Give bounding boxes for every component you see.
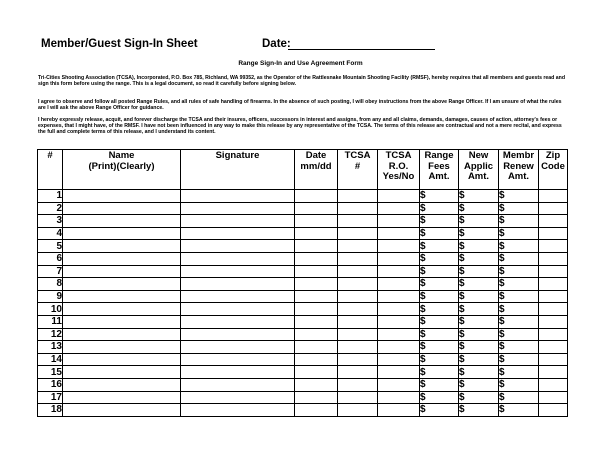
signature-cell[interactable] xyxy=(181,328,295,341)
tcsa-ro-cell[interactable] xyxy=(378,278,420,291)
header-line: Applic xyxy=(463,160,494,172)
dollar-sign: $ xyxy=(459,228,465,240)
dollar-sign: $ xyxy=(420,391,426,403)
zip-code-cell[interactable] xyxy=(539,240,568,253)
dollar-sign: $ xyxy=(499,265,505,277)
signature-cell[interactable] xyxy=(181,190,295,203)
dollar-sign: $ xyxy=(420,404,426,416)
signature-cell[interactable] xyxy=(181,303,295,316)
dollar-sign: $ xyxy=(459,391,465,403)
name-cell[interactable] xyxy=(63,391,181,404)
date-cell[interactable] xyxy=(295,290,338,303)
membr-renew-cell[interactable] xyxy=(499,353,539,366)
new-applic-cell[interactable] xyxy=(459,341,499,354)
signature-cell[interactable] xyxy=(181,353,295,366)
tcsa-ro-cell[interactable] xyxy=(378,315,420,328)
header-line: Name xyxy=(108,150,135,161)
signature-cell[interactable] xyxy=(181,252,295,265)
membr-renew-cell[interactable] xyxy=(499,341,539,354)
name-col-header xyxy=(63,150,181,190)
date-cell[interactable] xyxy=(295,215,338,228)
dollar-sign: $ xyxy=(459,190,465,202)
membr-renew-cell[interactable] xyxy=(499,366,539,379)
tcsa-number-cell[interactable] xyxy=(338,278,378,291)
dollar-sign: $ xyxy=(499,215,505,227)
new-applic-cell[interactable] xyxy=(459,366,499,379)
header-line: # xyxy=(47,150,53,161)
zip-code-cell[interactable] xyxy=(539,215,568,228)
tcsa-ro-cell[interactable] xyxy=(378,391,420,404)
zip-code-cell[interactable] xyxy=(539,227,568,240)
name-cell[interactable] xyxy=(63,202,181,215)
row-number: 16 xyxy=(38,378,63,391)
range-fees-cell[interactable] xyxy=(420,290,459,303)
row-number: 5 xyxy=(38,240,63,253)
row-number: 11 xyxy=(38,315,63,328)
dollar-sign: $ xyxy=(499,366,505,378)
dollar-sign: $ xyxy=(459,366,465,378)
tcsa-ro-cell[interactable] xyxy=(378,240,420,253)
name-cell[interactable] xyxy=(63,303,181,316)
new-applic-cell[interactable] xyxy=(459,278,499,291)
dollar-sign: $ xyxy=(420,202,426,214)
zip-code-cell[interactable] xyxy=(539,404,568,417)
tcsa-number-cell[interactable] xyxy=(338,353,378,366)
signature-cell[interactable] xyxy=(181,202,295,215)
dollar-sign: $ xyxy=(499,278,505,290)
dollar-sign: $ xyxy=(499,391,505,403)
tcsa-ro-cell[interactable] xyxy=(378,378,420,391)
header-line: Fees xyxy=(428,160,450,172)
membr-renew-cell[interactable] xyxy=(499,265,539,278)
table-row xyxy=(38,252,568,265)
new-applic-cell[interactable] xyxy=(459,353,499,366)
tcsa-ro-cell[interactable] xyxy=(378,328,420,341)
row-number: 15 xyxy=(38,366,63,379)
dollar-sign: $ xyxy=(459,379,465,391)
table-row xyxy=(38,404,568,417)
row-number: 10 xyxy=(38,303,63,316)
new-applic-cell[interactable] xyxy=(459,378,499,391)
dollar-sign: $ xyxy=(499,240,505,252)
row-number: 9 xyxy=(38,290,63,303)
tcsa-ro-col-header xyxy=(378,150,420,190)
tcsa-number-cell[interactable] xyxy=(338,265,378,278)
date-cell[interactable] xyxy=(295,366,338,379)
tcsa-number-col-header xyxy=(338,150,378,190)
membr-renew-cell[interactable] xyxy=(499,315,539,328)
zip-code-cell[interactable] xyxy=(539,278,568,291)
tcsa-number-cell[interactable] xyxy=(338,366,378,379)
range-fees-cell[interactable] xyxy=(420,240,459,253)
zip-code-cell[interactable] xyxy=(539,328,568,341)
dollar-sign: $ xyxy=(499,190,505,202)
date-cell[interactable] xyxy=(295,202,338,215)
tcsa-number-cell[interactable] xyxy=(338,341,378,354)
date-cell[interactable] xyxy=(295,303,338,316)
table-row xyxy=(38,240,568,253)
header-line: TCSA xyxy=(344,150,371,161)
row-number: 14 xyxy=(38,353,63,366)
tcsa-ro-cell[interactable] xyxy=(378,303,420,316)
tcsa-number-cell[interactable] xyxy=(338,303,378,316)
table-row xyxy=(38,353,568,366)
dollar-sign: $ xyxy=(499,253,505,265)
tcsa-ro-cell[interactable] xyxy=(378,341,420,354)
dollar-sign: $ xyxy=(420,228,426,240)
tcsa-number-cell[interactable] xyxy=(338,215,378,228)
dollar-sign: $ xyxy=(420,328,426,340)
range-fees-cell[interactable] xyxy=(420,404,459,417)
table-row xyxy=(38,378,568,391)
range-fees-cell[interactable] xyxy=(420,378,459,391)
row-number: 6 xyxy=(38,252,63,265)
membr-renew-cell[interactable] xyxy=(499,391,539,404)
dollar-sign: $ xyxy=(499,303,505,315)
table-row xyxy=(38,215,568,228)
tcsa-ro-cell[interactable] xyxy=(378,265,420,278)
new-applic-cell[interactable] xyxy=(459,404,499,417)
header-line: # xyxy=(354,160,361,172)
range-fees-col-header xyxy=(420,150,459,190)
signature-cell[interactable] xyxy=(181,215,295,228)
range-fees-cell[interactable] xyxy=(420,278,459,291)
tcsa-ro-cell[interactable] xyxy=(378,190,420,203)
new-applic-cell[interactable] xyxy=(459,328,499,341)
membr-renew-cell[interactable] xyxy=(499,252,539,265)
tcsa-ro-cell[interactable] xyxy=(378,353,420,366)
dollar-sign: $ xyxy=(499,202,505,214)
name-cell[interactable] xyxy=(63,404,181,417)
signature-cell[interactable] xyxy=(181,290,295,303)
tcsa-number-cell[interactable] xyxy=(338,240,378,253)
membr-renew-cell[interactable] xyxy=(499,290,539,303)
range-fees-cell[interactable] xyxy=(420,265,459,278)
table-row xyxy=(38,290,568,303)
row-number: 8 xyxy=(38,278,63,291)
tcsa-number-cell[interactable] xyxy=(338,378,378,391)
date-cell[interactable] xyxy=(295,227,338,240)
new-applic-cell[interactable] xyxy=(459,290,499,303)
name-cell[interactable] xyxy=(63,227,181,240)
dollar-sign: $ xyxy=(459,202,465,214)
zip-code-cell[interactable] xyxy=(539,190,568,203)
tcsa-ro-cell[interactable] xyxy=(378,290,420,303)
range-fees-cell[interactable] xyxy=(420,227,459,240)
dollar-sign: $ xyxy=(459,354,465,366)
zip-code-cell[interactable] xyxy=(539,378,568,391)
range-fees-cell[interactable] xyxy=(420,215,459,228)
membr-renew-cell[interactable] xyxy=(499,303,539,316)
date-label: Date: xyxy=(262,38,291,50)
row-number: 1 xyxy=(38,190,63,203)
table-row xyxy=(38,265,568,278)
zip-code-cell[interactable] xyxy=(539,341,568,354)
table-row xyxy=(38,303,568,316)
date-cell[interactable] xyxy=(295,328,338,341)
dollar-sign: $ xyxy=(420,278,426,290)
tcsa-ro-cell[interactable] xyxy=(378,202,420,215)
dollar-sign: $ xyxy=(420,341,426,353)
zip-code-cell[interactable] xyxy=(539,353,568,366)
header-line: Range xyxy=(424,150,454,161)
header-line: TCSA xyxy=(385,150,412,161)
dollar-sign: $ xyxy=(420,291,426,303)
zip-code-cell[interactable] xyxy=(539,265,568,278)
new-applic-cell[interactable] xyxy=(459,265,499,278)
range-fees-cell[interactable] xyxy=(420,328,459,341)
header-line: mm/dd xyxy=(300,160,332,172)
form-title: Range Sign-In and Use Agreement Form xyxy=(238,60,363,67)
row-number: 3 xyxy=(38,215,63,228)
dollar-sign: $ xyxy=(420,215,426,227)
date-field[interactable] xyxy=(288,49,435,50)
date-cell[interactable] xyxy=(295,265,338,278)
header-line: R.O. xyxy=(388,160,409,172)
membr-renew-cell[interactable] xyxy=(499,278,539,291)
dollar-sign: $ xyxy=(420,379,426,391)
tcsa-ro-cell[interactable] xyxy=(378,227,420,240)
tcsa-number-cell[interactable] xyxy=(338,252,378,265)
name-cell[interactable] xyxy=(63,215,181,228)
date-cell[interactable] xyxy=(295,240,338,253)
range-fees-cell[interactable] xyxy=(420,190,459,203)
dollar-sign: $ xyxy=(420,303,426,315)
zip-code-cell[interactable] xyxy=(539,391,568,404)
table-row xyxy=(38,341,568,354)
range-fees-cell[interactable] xyxy=(420,353,459,366)
name-cell[interactable] xyxy=(63,252,181,265)
row-number: 17 xyxy=(38,391,63,404)
membr-renew-cell[interactable] xyxy=(499,202,539,215)
table-row xyxy=(38,315,568,328)
range-fees-cell[interactable] xyxy=(420,341,459,354)
dollar-sign: $ xyxy=(499,341,505,353)
dollar-sign: $ xyxy=(459,328,465,340)
row-number: 7 xyxy=(38,265,63,278)
header-line: Code xyxy=(541,160,565,172)
name-cell[interactable] xyxy=(63,265,181,278)
table-row xyxy=(38,391,568,404)
header-line: Amt. xyxy=(428,171,450,182)
membr-renew-cell[interactable] xyxy=(499,404,539,417)
membr-renew-cell[interactable] xyxy=(499,240,539,253)
header-line: Date xyxy=(305,150,327,161)
dollar-sign: $ xyxy=(459,240,465,252)
signature-cell[interactable] xyxy=(181,315,295,328)
release-paragraph: I hereby expressly release, acquit, and forever discharge the TCSA and their insures, officers, successors in interest and assigns, from any and all claims, demands, damages, causes of action, attorney's fees or expenses, that I might have, of the RMSF. I have not been influenced in any way to make this release by any representative of the TCSA. The terms of this release are contractual and not a mere recital, and express the full and complete terms of this release, and I understand its content. xyxy=(38,117,562,136)
table-header-row xyxy=(38,150,568,190)
dollar-sign: $ xyxy=(420,190,426,202)
dollar-sign: $ xyxy=(459,278,465,290)
new-applic-cell[interactable] xyxy=(459,252,499,265)
zip-code-col-header xyxy=(539,150,568,190)
range-fees-cell[interactable] xyxy=(420,391,459,404)
name-cell[interactable] xyxy=(63,328,181,341)
new-applic-cell[interactable] xyxy=(459,315,499,328)
tcsa-number-cell[interactable] xyxy=(338,315,378,328)
zip-code-cell[interactable] xyxy=(539,202,568,215)
membr-renew-cell[interactable] xyxy=(499,227,539,240)
dollar-sign: $ xyxy=(420,253,426,265)
new-applic-cell[interactable] xyxy=(459,227,499,240)
date-cell[interactable] xyxy=(295,404,338,417)
header-line: Membr xyxy=(502,150,535,161)
row-number: 4 xyxy=(38,227,63,240)
table-row xyxy=(38,202,568,215)
tcsa-ro-cell[interactable] xyxy=(378,252,420,265)
tcsa-ro-cell[interactable] xyxy=(378,404,420,417)
tcsa-number-cell[interactable] xyxy=(338,227,378,240)
zip-code-cell[interactable] xyxy=(539,366,568,379)
dollar-sign: $ xyxy=(459,341,465,353)
name-cell[interactable] xyxy=(63,190,181,203)
dollar-sign: $ xyxy=(420,366,426,378)
signature-cell[interactable] xyxy=(181,240,295,253)
header-line: Renew xyxy=(503,160,534,172)
dollar-sign: $ xyxy=(499,404,505,416)
membr-renew-col-header xyxy=(499,150,539,190)
table-row xyxy=(38,278,568,291)
number-col-header xyxy=(38,150,63,190)
dollar-sign: $ xyxy=(459,215,465,227)
membr-renew-cell[interactable] xyxy=(499,328,539,341)
tcsa-number-cell[interactable] xyxy=(338,190,378,203)
dollar-sign: $ xyxy=(499,328,505,340)
membr-renew-cell[interactable] xyxy=(499,190,539,203)
tcsa-ro-cell[interactable] xyxy=(378,215,420,228)
range-fees-cell[interactable] xyxy=(420,303,459,316)
name-cell[interactable] xyxy=(63,278,181,291)
dollar-sign: $ xyxy=(459,291,465,303)
dollar-sign: $ xyxy=(459,265,465,277)
zip-code-cell[interactable] xyxy=(539,252,568,265)
name-cell[interactable] xyxy=(63,315,181,328)
tcsa-number-cell[interactable] xyxy=(338,202,378,215)
membr-renew-cell[interactable] xyxy=(499,378,539,391)
signature-cell[interactable] xyxy=(181,265,295,278)
header-line: (Print)(Clearly) xyxy=(88,160,155,172)
date-cell[interactable] xyxy=(295,315,338,328)
membr-renew-cell[interactable] xyxy=(499,215,539,228)
signature-cell[interactable] xyxy=(181,404,295,417)
dollar-sign: $ xyxy=(499,379,505,391)
name-cell[interactable] xyxy=(63,240,181,253)
zip-code-cell[interactable] xyxy=(539,315,568,328)
intro-paragraph: Tri-Cities Shooting Association (TCSA), Incorporated, P.O. Box 785, Richland, WA 99352, as the Operator of the Rattlesnake Mountain Shooting Facility (RMSF), hereby requires that all members and guests read and sign this form before using the range. This is a legal document, so read it carefully before signing below. xyxy=(38,75,566,88)
name-cell[interactable] xyxy=(63,341,181,354)
date-cell[interactable] xyxy=(295,278,338,291)
header-line: Amt. xyxy=(467,171,490,182)
header-line: New xyxy=(468,150,489,161)
zip-code-cell[interactable] xyxy=(539,290,568,303)
date-cell[interactable] xyxy=(295,391,338,404)
sign-in-table xyxy=(37,149,568,417)
row-number: 2 xyxy=(38,202,63,215)
name-cell[interactable] xyxy=(63,366,181,379)
date-cell[interactable] xyxy=(295,190,338,203)
dollar-sign: $ xyxy=(459,303,465,315)
new-applic-cell[interactable] xyxy=(459,215,499,228)
table-row xyxy=(38,328,568,341)
rules-paragraph: I agree to observe and follow all posted Range Rules, and all rules of safe handling of firearms. In the absence of such posting, I will obey instructions from the above Range Officer. If I am unsure of what the rules are I will ask the above Range Officer for guidance. xyxy=(38,99,562,112)
dollar-sign: $ xyxy=(420,316,426,328)
signature-cell[interactable] xyxy=(181,278,295,291)
signature-col-header xyxy=(181,150,295,190)
sheet-title: Member/Guest Sign-In Sheet xyxy=(41,38,198,50)
dollar-sign: $ xyxy=(459,316,465,328)
header-line: Signature xyxy=(215,150,260,161)
row-number: 18 xyxy=(38,404,63,417)
date-cell[interactable] xyxy=(295,378,338,391)
date-cell[interactable] xyxy=(295,353,338,366)
table-row xyxy=(38,190,568,203)
new-applic-cell[interactable] xyxy=(459,190,499,203)
tcsa-number-cell[interactable] xyxy=(338,290,378,303)
signature-cell[interactable] xyxy=(181,378,295,391)
new-applic-cell[interactable] xyxy=(459,391,499,404)
date-cell[interactable] xyxy=(295,341,338,354)
header-line: Zip xyxy=(545,150,561,161)
dollar-sign: $ xyxy=(499,316,505,328)
range-fees-cell[interactable] xyxy=(420,202,459,215)
dollar-sign: $ xyxy=(499,291,505,303)
dollar-sign: $ xyxy=(420,354,426,366)
dollar-sign: $ xyxy=(499,228,505,240)
name-cell[interactable] xyxy=(63,378,181,391)
new-applic-col-header xyxy=(459,150,499,190)
signature-cell[interactable] xyxy=(181,227,295,240)
row-number: 13 xyxy=(38,341,63,354)
range-fees-cell[interactable] xyxy=(420,252,459,265)
row-number: 12 xyxy=(38,328,63,341)
dollar-sign: $ xyxy=(420,265,426,277)
new-applic-cell[interactable] xyxy=(459,202,499,215)
header-line: Yes/No xyxy=(382,171,415,182)
signature-cell[interactable] xyxy=(181,341,295,354)
dollar-sign: $ xyxy=(420,240,426,252)
date-col-header xyxy=(295,150,338,190)
name-cell[interactable] xyxy=(63,353,181,366)
date-cell[interactable] xyxy=(295,252,338,265)
tcsa-ro-cell[interactable] xyxy=(378,366,420,379)
signature-cell[interactable] xyxy=(181,391,295,404)
signature-cell[interactable] xyxy=(181,366,295,379)
tcsa-number-cell[interactable] xyxy=(338,391,378,404)
table-row xyxy=(38,366,568,379)
tcsa-number-cell[interactable] xyxy=(338,328,378,341)
new-applic-cell[interactable] xyxy=(459,303,499,316)
dollar-sign: $ xyxy=(499,354,505,366)
tcsa-number-cell[interactable] xyxy=(338,404,378,417)
table-row xyxy=(38,227,568,240)
range-fees-cell[interactable] xyxy=(420,315,459,328)
zip-code-cell[interactable] xyxy=(539,303,568,316)
name-cell[interactable] xyxy=(63,290,181,303)
dollar-sign: $ xyxy=(459,404,465,416)
range-fees-cell[interactable] xyxy=(420,366,459,379)
new-applic-cell[interactable] xyxy=(459,240,499,253)
dollar-sign: $ xyxy=(459,253,465,265)
header-line: Amt. xyxy=(507,171,530,182)
